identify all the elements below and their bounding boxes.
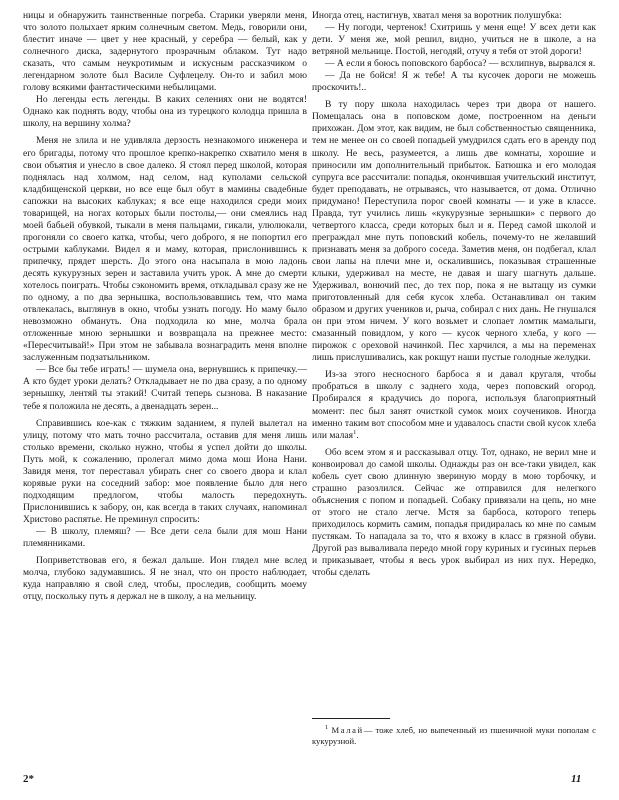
paragraph-text: Из-за этого несносного барбоса я и давал кругаля, чтобы пробраться в школу с заднего хода, через поповский огород. Пробирался я крадучись до порога, используя благоприятный момент: пес был занят очисткой сумок моих соучеников. Иногда именно таким вот способом мне и удавалось спасти свой кусок хлеба или малая: [312, 369, 596, 441]
right-column: [312, 10, 596, 579]
paragraph: — Ну погоди, чертенок! Схитришь у меня еще! У всех дети как дети. У меня же, мой решил, видно, учиться не в школе, а на ветряной мельнице. Постой, негодяй, отучу я тебя от этой дороги!: [312, 22, 596, 58]
footnote-text: — тоже хлеб, но выпеченный из пшеничной муки пополам с кукурузной.: [312, 725, 596, 746]
footnote: [312, 725, 596, 747]
paragraph: Поприветствовав его, я бежал дальше. Ион глядел мне вслед молча, глубоко задумавшись. Я не знал, что он просто наблюдает, куда направляю я свой след, чтобы, проследив, сообщить моему отцу, поскольку путь я держал не в школу, а на мельницу.: [23, 555, 307, 603]
footnote-term: Малай: [331, 725, 364, 735]
paragraph: Но легенды есть легенды. В каких селениях они не водятся! Однако как поднять воду, чтобы она из турецкого колодца пришла в школу, на вершину холма?: [23, 94, 307, 130]
paragraph: — В школу, племяш? — Все дети села были для мош Нани племянниками.: [23, 525, 307, 550]
paragraph: В ту пору школа находилась через три двора от нашего. Помещалась она в поповском доме, построенном на деньги прихожан. Дом этот, как видим, не был собственностью священника, тем не менее он со своей попадьей умудрился сдать его в аренду под школу. Не весь, разумеется, а лишь две комнаты, хорошие и приносили им дополнительный прибыток. Батюшка и его молодая супруга все рассчитали: попадья, окончившая учительский институт, будет преподавать, не отрываясь, что называется, от дома. Отлично придумано! Переступила порог своей комнаты — и уже в классе. Правда, тут учились лишь «кукурузные зернышки» с первого до четвертого класса, среди которых был и я. Перед самой школой и преграждал мне путь поповский кобель, почему-то не желавший признавать меня за доброго соседа. Заметив меня, он подбегал, клал свои лапы на плечи мне и, оскалившись, показывая страшенные клыки, удерживал на месте, не давая и шагу шагнуть дальше. Удерживал, вонючий пес, до тех пор, пока я не вытащу из сумки приготовленный для себя кусок хлеба. Останавливал он таким образом и других учеников и, рыча, собирал с них дань. Не гнушался он при этом ничем. У кого возьмет и слопает ломтик мамалыги, смазанный повидлом, у кого — кусок черного хлеба, у кого — пирожок с ореховой начинкой. Пес харчился, а мы на переменах лишь прислушивались, как рокщут наши пустые голодные желудки.: [312, 99, 596, 364]
paragraph: Из-за этого несносного барбоса я и давал кругаля, чтобы пробраться в школу с заднего хода, через поповский огород. Пробирался я крадучись до порога, используя благоприятный момент: пес был занят очисткой сумок моих соучеников. Иногда именно таким вот способом мне и удавалось спасти свой кусок хлеба или малая$^1$.: [312, 369, 596, 441]
paragraph: Меня не злила и не удивляла дерзость незнакомого инженера и его бригады, потому что прошлое крепко-накрепко схватило меня в свои объятия и унесло в свое далеко. Я стоял перед школой, которая поднялась над холмом, над селом, над куполами сельской кладбищенской церкви, но все еще был обут в мамины свадебные сапожки на высоких каблуках; я все еще находился среди моих товарищей, на ногах которых были постолы,— они смеялись над моей бабьей обувкой, тыкали в меня пальцами, гикали, улюлюкали, прогоняли со своего катка, чтобы, чего доброго, я не попортил его острыми каблуками. Видел я и маму, которая, прислонившись к припечку, прядет шерсть. До этого она насыпала в мою ладонь десять кукурузных зерен и заставила учить урок. А мне до смерти хотелось поиграть. Чтобы сэкономить время, откладывал сразу же не по одному, а по два зернышка, воспользовавшись тем, что мама отвлекалась, выглянув в окно, чтобы узнать погоду. Но маму было невозможно обмануть. Она подходила ко мне, молча брала отложенные мною зернышки и возвращала на прежнее место: «Пересчитывай!» При этом не забывала вознаградить меня вполне заслуженным подзатыльником.: [23, 135, 307, 364]
footnote-divider: [312, 718, 390, 719]
paragraph: ницы и обнаружить таинственные погреба. Старики уверяли меня, что золото полыхает ярким солнечным светом. Медь, говорили они, блестит иначе — цвет у нее красный, у серебра — белый, как у солнечного диска, задернутого прозрачным облаком. Тут надо сказать, что самым неукротимым и искусным рассказчиком о легендарном золоте был Василе Суфлецелу. Он-то и забил мою голову всякими фантастическими небылицами.: [23, 10, 307, 94]
paragraph: — Да не бойся! Я ж тебе! А ты кусочек дороги не можешь проскочить!..: [312, 70, 596, 94]
signature-mark: 2*: [23, 773, 34, 785]
paragraph: Иногда отец, настигнув, хватал меня за воротник полушубка:: [312, 10, 562, 21]
paragraph: — А если я боюсь поповского барбоса? — всхлипнув, вырвался я.: [325, 58, 596, 70]
footnote-marker: 1: [353, 428, 357, 436]
page-number: 11: [571, 773, 582, 785]
paragraph: Справившись кое-как с тяжким заданием, я пулей вылетал на улицу, потому что мать точно рассчитала, оставив для меня лишь столько времени, сколько нужно, чтобы я успел дойти до школы. Путь мой, к сожалению, пролегал мимо дома мош Иона Нани. Завидя меня, тот переставал убирать снег со своего двора и клал корявые руки на соседний забор: мое появление было для него подходящим предлогом, чтобы малость передохнуть. Прислонившись к забору, он, как всегда в таких случаях, напоминал Христово распятье. Не преминул спросить:: [23, 417, 307, 525]
paragraph: — Все бы тебе играть! — шумела она, вернувшись к припечку.— А кто будет уроки делать? Откладывает не по два сразу, а по одному зернышку, лентяй ты этакий! Считай теперь сызнова. В наказание тебе я положила не десять, а двенадцать зерен...: [23, 364, 307, 412]
paragraph: Обо всем этом я и рассказывал отцу. Тот, однако, не верил мне и конвоировал до самой школы. Однажды раз он все-таки увидел, как кобель сует свою длинную звериную морду в мою торбочку, и страшно разозлился. Сейчас же отправился для нелегкого объяснения с попом и попадьей. Собаку привязали на цепь, но мне от этого не стало легче. Мстя за барбоса, которого теперь приходилось кормить самим, попадья придиралась ко мне по самым пустякам. То нападала за то, что я вхожу в класс в грязной обуви. Другой раз вываливала передо мной гору куриных и гусиных перьев и приказывает, чтобы я весь урок выбирал из них пух. Нередко, чтобы сделать: [312, 446, 596, 579]
footnote-number: 1: [325, 724, 329, 732]
left-column: [23, 10, 307, 603]
